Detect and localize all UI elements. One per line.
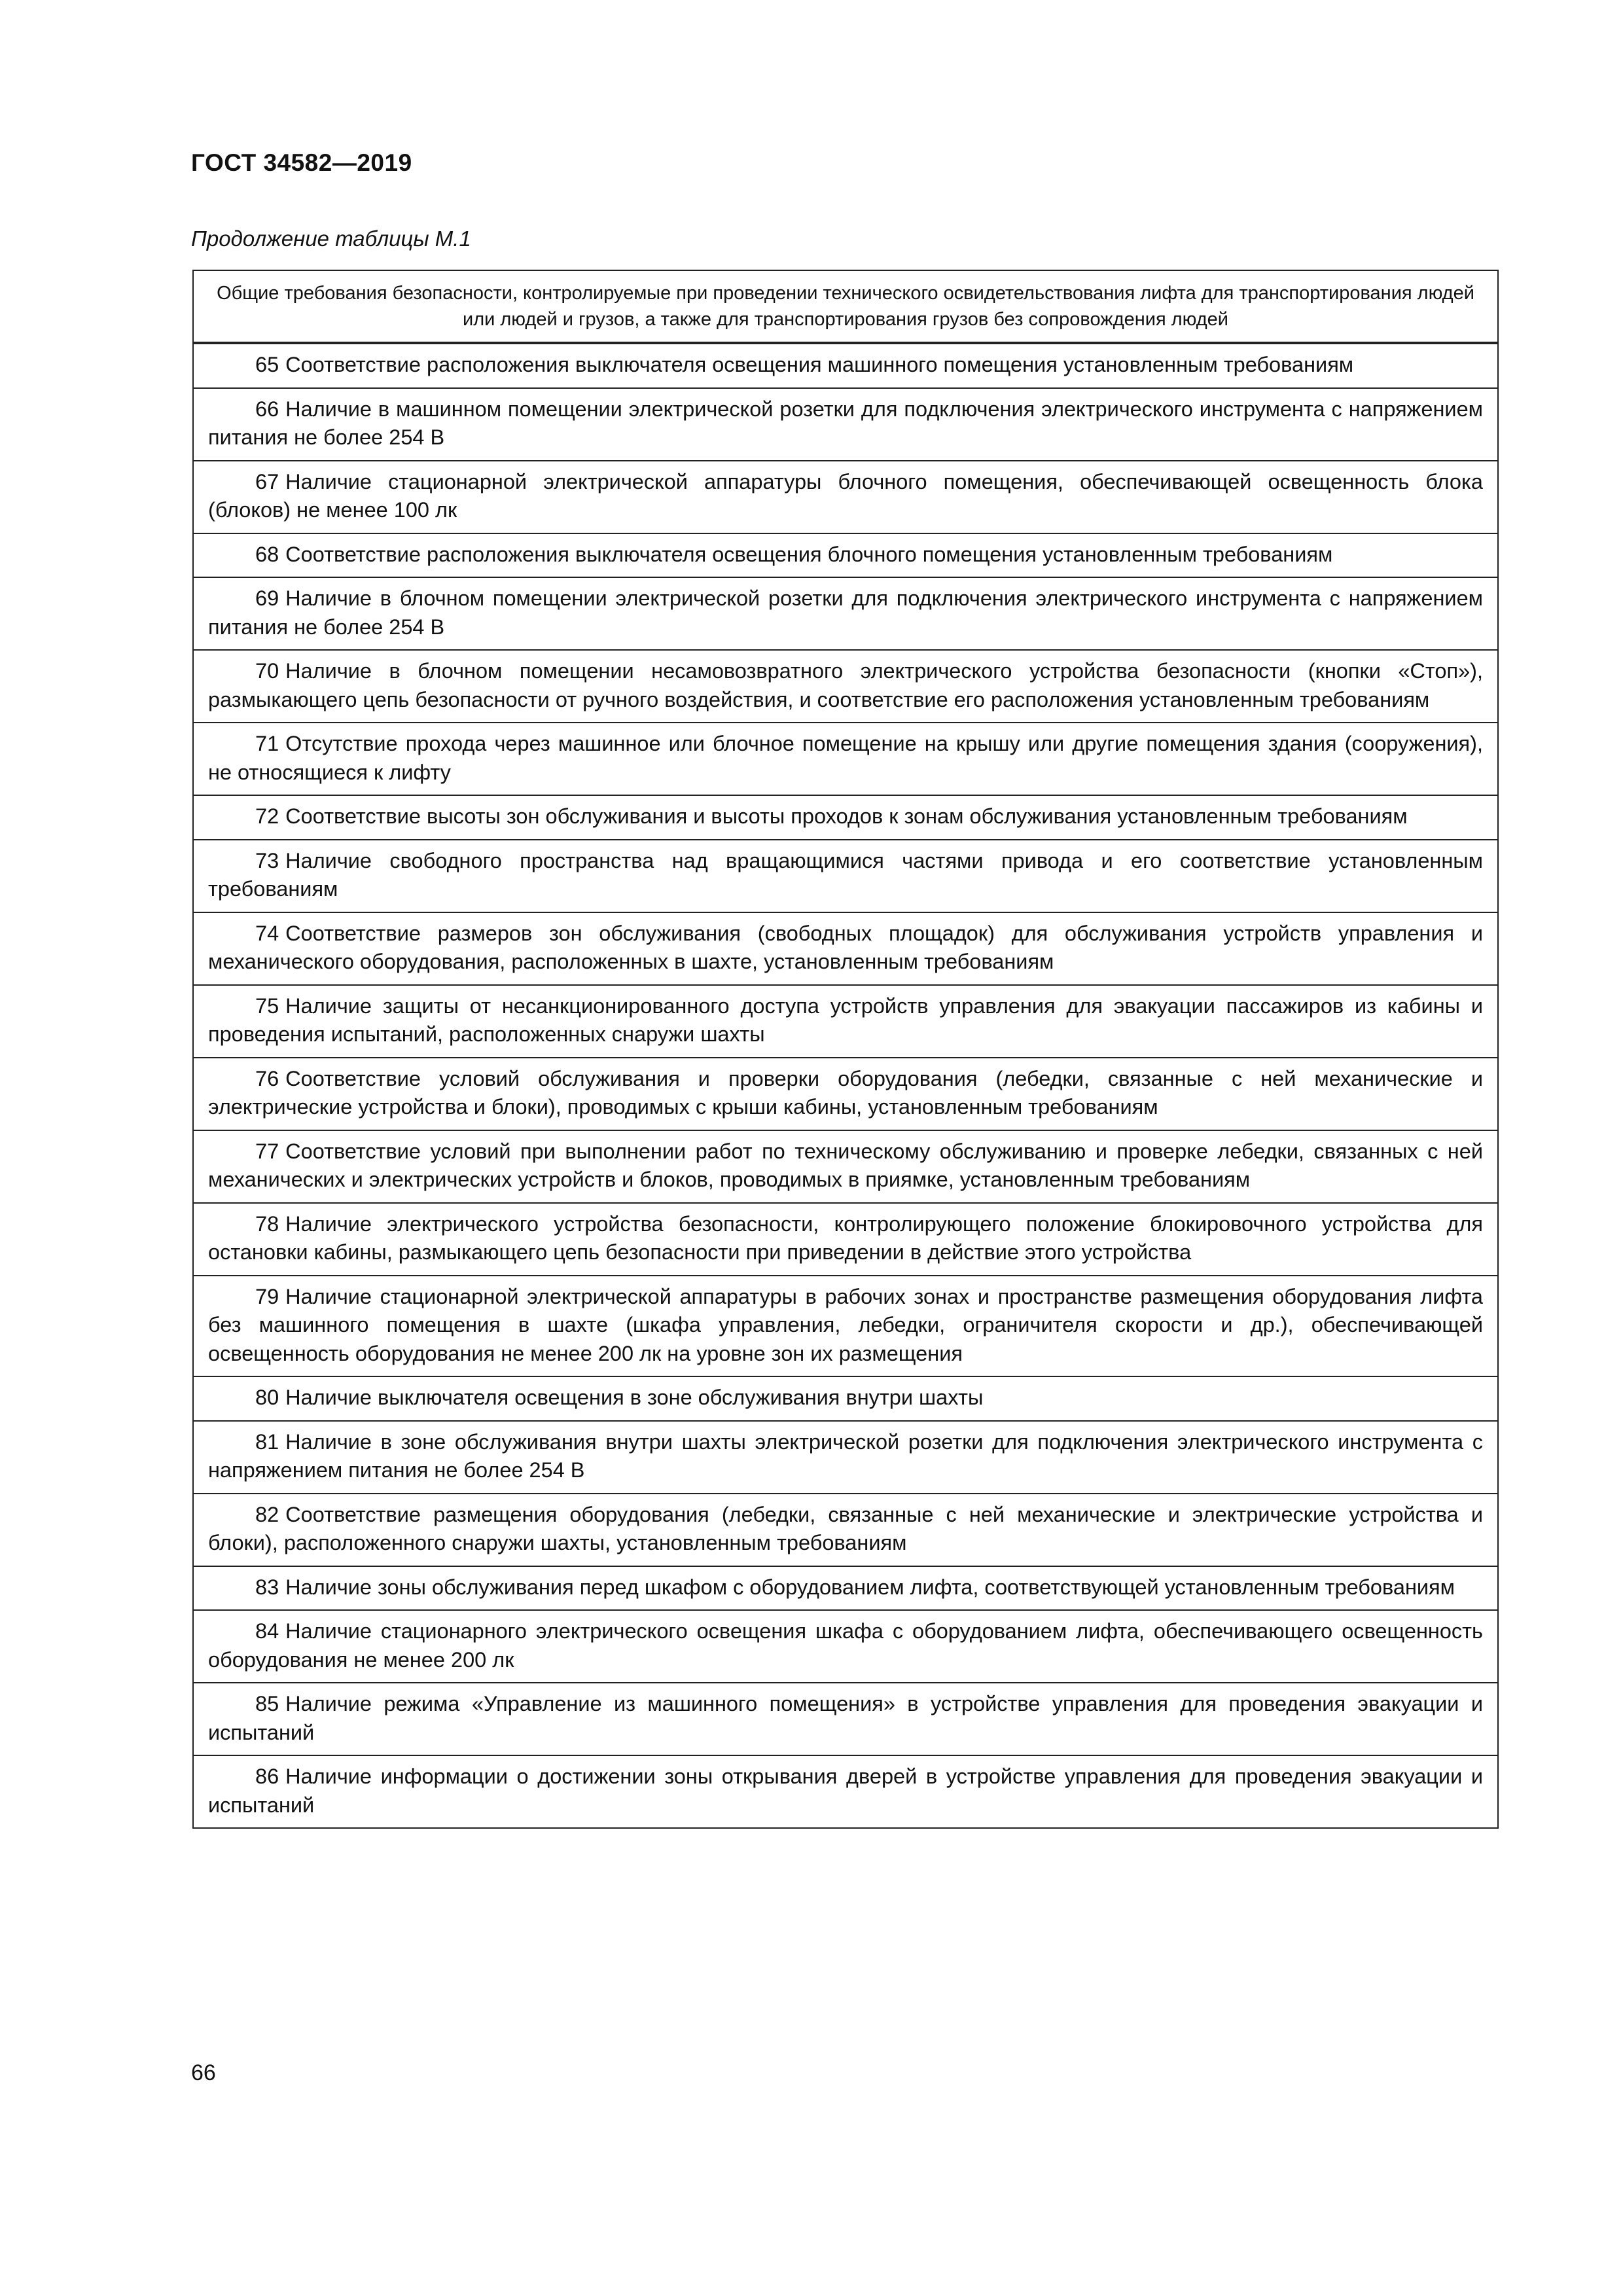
row-number: 74 (255, 921, 279, 945)
row-number: 71 (255, 732, 279, 755)
table-cell (193, 388, 1498, 461)
table-cell (193, 795, 1498, 840)
row-number: 81 (255, 1429, 279, 1454)
row-text: Наличие в машинном помещении электрической розетки для подключения электрического инструмента с напряжением питания не более 254 В (208, 397, 1483, 449)
row-text: Соответствие расположения выключателя освещения машинного помещения установленным требованиям (285, 353, 1354, 376)
table-cell (193, 1130, 1498, 1203)
table-cell (193, 723, 1498, 795)
row-text: Отсутствие прохода через машинное или блочное помещение на крышу или другие помещения здания (сооружения), не относящиеся к лифту (208, 732, 1483, 784)
table-cell (193, 1494, 1498, 1566)
table-cell (193, 985, 1498, 1058)
row-text: Наличие электрического устройства безопасности, контролирующего положение блокировочного устройства для остановки кабины, размыкающего цепь безопасности при приведении в действие этого устройства (208, 1211, 1483, 1264)
document-code: ГОСТ 34582—2019 (191, 149, 412, 176)
row-text: Наличие в зоне обслуживания внутри шахты электрической розетки для подключения электрического инструмента с напряжением питания не более 254 В (208, 1429, 1483, 1482)
table-row (193, 388, 1498, 461)
row-text: Наличие свободного пространства над вращающимися частями привода и его соответствие установленным требованиям (208, 848, 1483, 901)
table-cell (193, 1058, 1498, 1130)
row-text: Наличие выключателя освещения в зоне обслуживания внутри шахты (285, 1386, 984, 1409)
table-cell (193, 1376, 1498, 1421)
row-text: Соответствие условий обслуживания и проверки оборудования (лебедки, связанные с ней механические и электрические устройства и блоки), проводимых с крыши кабины, установленным требованиям (208, 1066, 1483, 1119)
row-number: 68 (255, 542, 279, 566)
row-number: 70 (255, 659, 279, 683)
table-row (193, 1566, 1498, 1611)
table-cell (193, 577, 1498, 650)
table-cell (193, 840, 1498, 912)
table-header-row (193, 270, 1498, 343)
table-cell (193, 461, 1498, 533)
table-cell (193, 533, 1498, 578)
row-number: 72 (255, 804, 279, 828)
row-text: Наличие информации о достижении зоны открывания дверей в устройстве управления для проведения эвакуации и испытаний (208, 1765, 1483, 1817)
row-number: 86 (255, 1765, 279, 1788)
table-row (193, 1683, 1498, 1755)
table-cell (193, 912, 1498, 985)
table-row (193, 1610, 1498, 1683)
row-number: 79 (255, 1284, 279, 1308)
row-text: Наличие режима «Управление из машинного помещения» в устройстве управления для проведения эвакуации и испытаний (208, 1692, 1483, 1744)
table-row (193, 1203, 1498, 1276)
table-row (193, 343, 1498, 388)
table-cell (193, 1755, 1498, 1828)
table-header-cell: Общие требования безопасности, контролируемые при проведении технического освидетельствования лифта для транспортирования людей или людей и грузов, а также для транспортирования грузов без сопровождения людей (193, 270, 1498, 343)
row-number: 77 (255, 1139, 279, 1163)
table-continuation-caption: Продолжение таблицы М.1 (191, 226, 471, 251)
table-row (193, 1276, 1498, 1377)
row-text: Соответствие условий при выполнении работ по техническому обслуживанию и проверке лебедки, связанных с ней механических и электрических устройств и блоков, проводимых в приямке, установленным требованиям (208, 1139, 1483, 1191)
table-row (193, 1376, 1498, 1421)
table-row (193, 1494, 1498, 1566)
row-number: 85 (255, 1692, 279, 1715)
row-number: 73 (255, 848, 279, 872)
table-cell (193, 1610, 1498, 1683)
table-row (193, 1755, 1498, 1828)
row-text: Наличие стационарной электрической аппаратуры блочного помещения, обеспечивающей освещенность блока (блоков) не менее 100 лк (208, 469, 1483, 522)
row-number: 75 (255, 994, 279, 1018)
row-text: Наличие защиты от несанкционированного доступа устройств управления для эвакуации пассажиров из кабины и проведения испытаний, расположенных снаружи шахты (208, 994, 1483, 1046)
table-cell (193, 1203, 1498, 1276)
row-number: 67 (255, 469, 279, 493)
table-row (193, 723, 1498, 795)
table-cell (193, 343, 1498, 388)
row-number: 84 (255, 1619, 279, 1643)
row-number: 82 (255, 1502, 279, 1526)
row-number: 65 (255, 353, 279, 376)
table-row (193, 650, 1498, 723)
page-number: 66 (191, 2060, 216, 2085)
table-row (193, 840, 1498, 912)
table-cell (193, 1566, 1498, 1611)
table-row (193, 577, 1498, 650)
table-cell (193, 1276, 1498, 1377)
table-row (193, 1421, 1498, 1494)
row-number: 66 (255, 397, 279, 421)
row-text: Соответствие расположения выключателя освещения блочного помещения установленным требованиям (285, 542, 1333, 566)
table-row (193, 985, 1498, 1058)
row-number: 80 (255, 1386, 279, 1409)
table-cell (193, 650, 1498, 723)
row-number: 69 (255, 586, 279, 610)
table-row (193, 912, 1498, 985)
table-row (193, 461, 1498, 533)
table-cell (193, 1421, 1498, 1494)
table-row (193, 1130, 1498, 1203)
row-text: Наличие в блочном помещении несамовозвратного электрического устройства безопасности (кнопки «Стоп»), размыкающего цепь безопасности от ручного воздействия, и соответствие его расположения установленным требованиям (208, 659, 1483, 711)
row-text: Соответствие размеров зон обслуживания (свободных площадок) для обслуживания устройств управления и механического оборудования, расположенных в шахте, установленным требованиям (208, 921, 1483, 973)
row-number: 83 (255, 1575, 279, 1599)
row-number: 78 (255, 1211, 279, 1236)
table-row (193, 795, 1498, 840)
row-text: Наличие стационарной электрической аппаратуры в рабочих зонах и пространстве размещения оборудования лифта без машинного помещения в шахте (шкафа управления, лебедки, ограничителя скорости и др.), обеспечивающей освещенность оборудования не менее 200 лк на уровне зон их размещения (208, 1284, 1483, 1365)
row-text: Наличие зоны обслуживания перед шкафом с оборудованием лифта, соответствующей установленным требованиям (285, 1575, 1455, 1599)
row-number: 76 (255, 1066, 279, 1090)
row-text: Соответствие высоты зон обслуживания и высоты проходов к зонам обслуживания установленным требованиям (285, 804, 1408, 828)
row-text: Наличие стационарного электрического освещения шкафа с оборудованием лифта, обеспечивающего освещенность оборудования не менее 200 лк (208, 1619, 1483, 1672)
requirements-table (192, 270, 1499, 1829)
row-text: Соответствие размещения оборудования (лебедки, связанные с ней механические и электрические устройства и блоки), расположенного снаружи шахты, установленным требованиям (208, 1502, 1483, 1554)
table-row (193, 1058, 1498, 1130)
table-row (193, 533, 1498, 578)
table-cell (193, 1683, 1498, 1755)
row-text: Наличие в блочном помещении электрической розетки для подключения электрического инструмента с напряжением питания не более 254 В (208, 586, 1483, 639)
